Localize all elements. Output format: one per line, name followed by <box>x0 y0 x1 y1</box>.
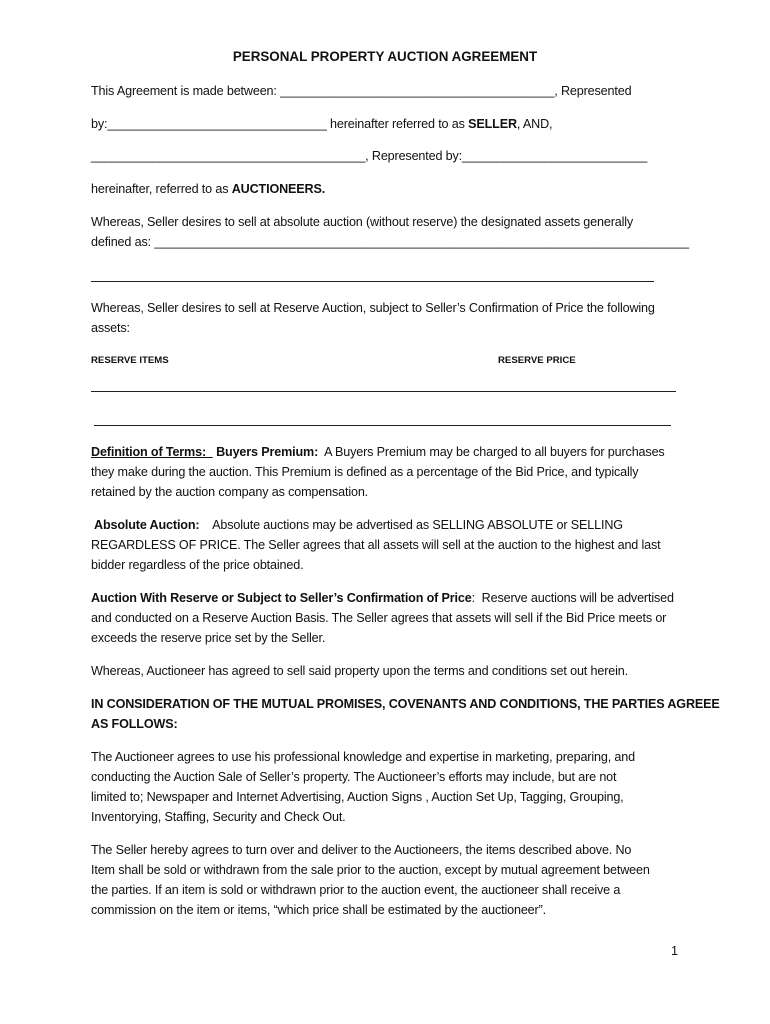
definition-of-terms-heading: Definition of Terms: <box>91 445 207 459</box>
seller-delivery-line-2: Item shall be sold or withdrawn from the sale prior to the auction, except by mutual agreement between <box>91 863 650 877</box>
whereas-absolute-line-2: defined as: ______________________________________________________________________________ <box>91 235 689 249</box>
reserve-entry-line-2[interactable] <box>94 425 671 426</box>
reserve-price-label: RESERVE PRICE <box>498 355 576 366</box>
definitions-line-1: Definition of Terms: Buyers Premium: A Buyers Premium may be charged to all buyers for purchases <box>91 445 665 459</box>
seller-delivery-line-3: the parties. If an item is sold or withdrawn prior to the auction event, the auctioneer shall receive a <box>91 883 621 897</box>
absolute-auction-term: Absolute Auction: <box>94 518 200 532</box>
seller-term: SELLER <box>468 117 517 131</box>
seller-delivery-line-1: The Seller hereby agrees to turn over and deliver to the Auctioneers, the items described above. No <box>91 843 632 857</box>
buyers-premium-term: Buyers Premium: <box>216 445 319 459</box>
parties-line-3: ________________________________________, Represented by:___________________________ <box>91 149 648 163</box>
definitions-line-3: retained by the auction company as compensation. <box>91 485 369 499</box>
parties-line-4: hereinafter, referred to as AUCTIONEERS. <box>91 182 326 196</box>
absolute-auction-line-2: REGARDLESS OF PRICE. The Seller agrees that all assets will sell at the auction to the highest and last <box>91 538 661 552</box>
auctioneer-duties-line-3: limited to; Newspaper and Internet Advertising, Auction Signs , Auction Set Up, Tagging, Grouping, <box>91 790 624 804</box>
party-1-blank[interactable]: ________________________________________ <box>280 84 555 98</box>
auctioneer-duties-line-1: The Auctioneer agrees to use his professional knowledge and expertise in marketing, preparing, and <box>91 750 635 764</box>
reserve-auction-line-2: and conducted on a Reserve Auction Basis. The Seller agrees that assets will sell if the Bid Price meets or <box>91 611 667 625</box>
reserve-items-label: RESERVE ITEMS <box>91 355 169 366</box>
auctioneer-duties-line-2: conducting the Auction Sale of Seller’s property. The Auctioneer’s efforts may include, but are not <box>91 770 617 784</box>
absolute-auction-line-3: bidder regardless of the price obtained. <box>91 558 304 572</box>
reserve-auction-term: Auction With Reserve or Subject to Seller’s Confirmation of Price <box>91 591 472 605</box>
auctioneers-term: AUCTIONEERS. <box>231 182 326 196</box>
consideration-line-1: IN CONSIDERATION OF THE MUTUAL PROMISES, COVENANTS AND CONDITIONS, THE PARTIES AGREEE <box>91 697 720 711</box>
whereas-reserve-line-1: Whereas, Seller desires to sell at Reserve Auction, subject to Seller’s Confirmation of Price the following <box>91 301 655 315</box>
seller-delivery-line-4: commission on the item or items, “which price shall be estimated by the auctioneer”. <box>91 903 546 917</box>
whereas-auctioneer: Whereas, Auctioneer has agreed to sell said property upon the terms and conditions set out herein. <box>91 664 628 678</box>
party-2-blank[interactable]: ________________________________________ <box>91 149 366 163</box>
whereas-absolute-line-1: Whereas, Seller desires to sell at absolute auction (without reserve) the designated assets generally <box>91 215 634 229</box>
seller-representative-blank[interactable]: ________________________________ <box>107 117 327 131</box>
auctioneer-representative-blank[interactable]: ___________________________ <box>462 149 648 163</box>
parties-line-2: by:________________________________ hereinafter referred to as SELLER, AND, <box>91 117 553 131</box>
parties-line-1: This Agreement is made between: ________________________________________, Represented <box>91 84 632 98</box>
page-number: 1 <box>671 944 679 958</box>
whereas-reserve-line-2: assets: <box>91 321 130 335</box>
reserve-entry-line-1[interactable] <box>91 391 676 392</box>
consideration-line-2: AS FOLLOWS: <box>91 717 178 731</box>
auctioneer-duties-line-4: Inventorying, Staffing, Security and Check Out. <box>91 810 346 824</box>
document-title: PERSONAL PROPERTY AUCTION AGREEMENT <box>232 49 538 64</box>
reserve-auction-line-1: Auction With Reserve or Subject to Seller’s Confirmation of Price: Reserve auctions will be advertised <box>91 591 674 605</box>
absolute-auction-line-1: Absolute Auction: Absolute auctions may be advertised as SELLING ABSOLUTE or SELLING <box>94 518 623 532</box>
assets-definition-blank-line-2[interactable] <box>91 281 654 282</box>
definitions-line-2: they make during the auction. This Premium is defined as a percentage of the Bid Price, and typically <box>91 465 639 479</box>
assets-definition-blank[interactable]: ______________________________________________________________________________ <box>154 235 689 249</box>
reserve-auction-line-3: exceeds the reserve price set by the Seller. <box>91 631 326 645</box>
